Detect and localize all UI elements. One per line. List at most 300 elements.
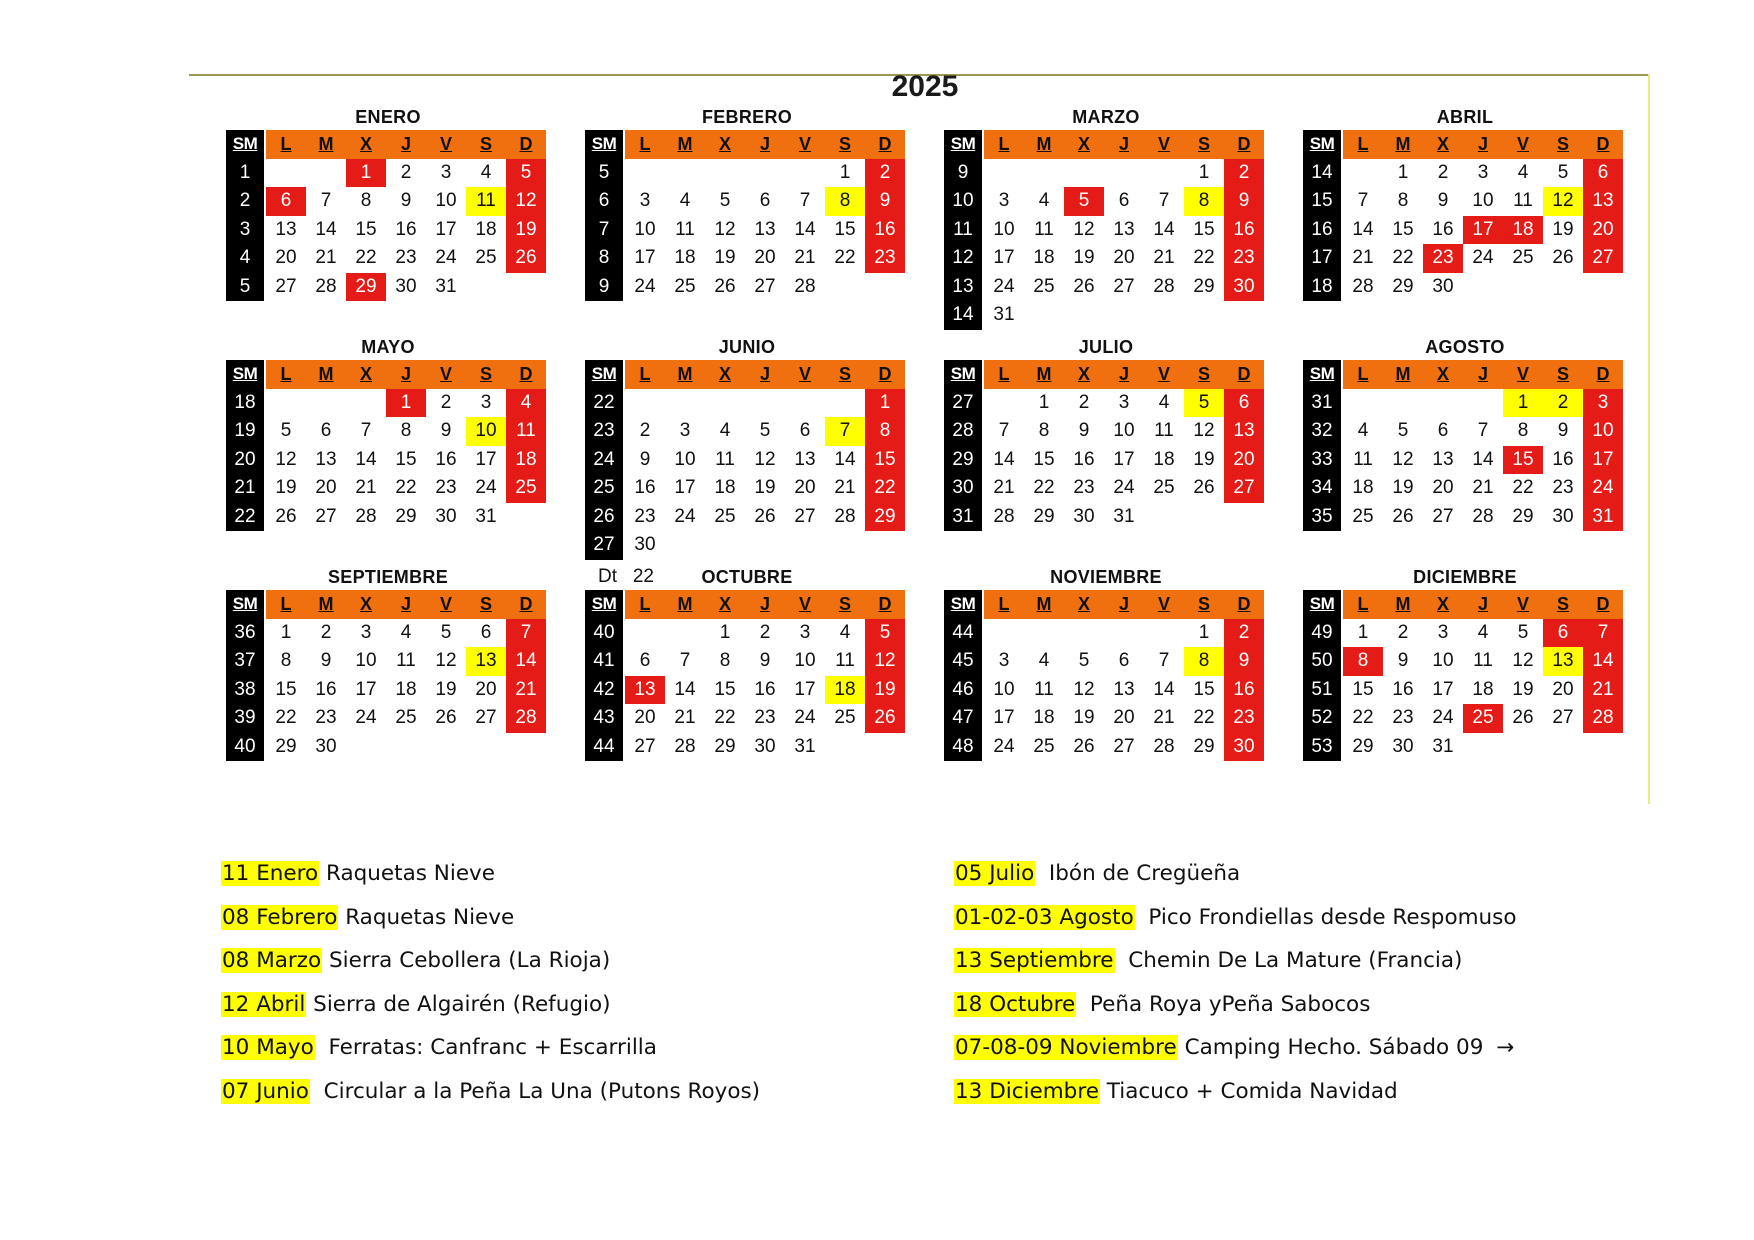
week-number: 27 [944,389,982,418]
weekday-header-cell: X [346,360,386,389]
day-cell: 31 [1583,503,1623,532]
week-row [226,733,550,762]
day-cell: 7 [825,417,865,446]
day-cell: 22 [1033,477,1055,498]
day-cell: 5 [1064,187,1104,216]
day-cell: 26 [1552,247,1574,268]
week-number: 41 [585,647,623,676]
day-cell: 19 [1073,707,1095,728]
event-item [221,896,760,940]
week-row [585,704,909,733]
weekday-header-cell: D [506,360,546,389]
week-number: 30 [944,474,982,503]
day-cell: 6 [480,621,492,643]
day-cell: 29 [1352,735,1374,757]
day-cell: 5 [1078,650,1090,671]
week-number: 40 [585,619,623,648]
day-cell: 5 [759,420,771,441]
weekday-header-cell: V [426,130,466,159]
day-cell [625,389,665,418]
day-cell [1184,301,1224,330]
weekday-header-cell: D [1224,590,1264,619]
weekday-header [226,590,550,619]
month-marzo [944,104,1268,330]
day-cell: 19 [1073,247,1095,268]
day-cell [1543,273,1583,302]
day-cell: 9 [865,187,905,216]
day-cell [785,389,825,418]
day-cell [705,389,745,418]
day-cell: 28 [1583,704,1623,733]
day-cell: 16 [1224,676,1264,705]
day-cell: 22 [395,477,417,498]
day-cell: 22 [865,474,905,503]
weekday-header-cell: S [1184,590,1224,619]
day-cell: 25 [1352,505,1374,527]
day-cell: 28 [834,505,856,527]
day-cell: 17 [435,218,457,240]
week-row [226,216,550,245]
week-row [585,733,909,762]
day-cell: 25 [1463,704,1503,733]
week-row [1303,647,1627,676]
event-description: Raquetas Nieve [338,904,515,930]
year-title: 2025 [891,70,959,103]
day-cell: 3 [1437,621,1449,643]
week-row [226,446,550,475]
day-cell: 1 [1397,161,1409,183]
arrow-right-icon: → [1496,1035,1515,1060]
week-number: 36 [226,619,264,648]
day-cell: 17 [674,477,696,498]
day-cell: 19 [865,676,905,705]
day-cell: 21 [1583,676,1623,705]
day-cell: 22 [1193,247,1215,268]
day-cell: 6 [320,420,332,441]
week-number: 13 [944,273,982,302]
event-date: 01-02-03 Agosto [955,904,1134,930]
day-cell: 21 [794,247,816,268]
day-cell: 5 [719,190,731,211]
weekday-header-cell: X [1423,130,1463,159]
day-cell: 14 [794,218,816,240]
week-number: 17 [1303,244,1341,273]
day-cell: 15 [865,446,905,475]
day-cell [1423,389,1463,418]
day-cell: 15 [1503,446,1543,475]
week-row [944,187,1268,216]
day-cell: 10 [1113,420,1135,441]
weekday-header-cell: M [1383,130,1423,159]
day-cell: 26 [714,275,736,297]
weekday-header-cell: S [1543,590,1583,619]
weekday-header-cell: D [1583,130,1623,159]
week-row [585,647,909,676]
day-cell: 21 [834,477,856,498]
weekday-header-cell: S [1543,130,1583,159]
day-cell: 6 [799,420,811,441]
day-cell: 14 [1153,678,1175,700]
day-cell [665,619,705,648]
day-cell: 4 [1517,161,1529,183]
weekday-header-cell: J [745,360,785,389]
day-cell: 18 [674,247,696,268]
day-cell: 28 [1352,275,1374,297]
day-cell: 15 [1193,218,1215,240]
day-cell [266,389,306,418]
week-number: 51 [1303,676,1341,705]
day-cell [386,733,426,762]
day-cell: 10 [1432,650,1454,671]
day-cell: 14 [674,678,696,700]
day-cell: 3 [1118,391,1130,413]
day-cell: 23 [1552,477,1574,498]
event-item [221,983,760,1027]
day-cell: 10 [634,218,656,240]
day-cell: 22 [714,707,736,728]
weekday-header-cell: J [1463,130,1503,159]
day-cell: 12 [754,448,776,470]
day-cell [984,619,1024,648]
month-title: NOVIEMBRE [1050,567,1162,587]
week-number: 47 [944,704,982,733]
day-cell: 2 [440,391,452,413]
week-row [1303,389,1627,418]
weekday-header [226,360,550,389]
event-item [954,896,1517,940]
weekday-header-cell: D [1583,360,1623,389]
day-cell: 17 [1113,448,1135,470]
day-cell: 20 [475,678,497,700]
day-cell: 9 [1397,650,1409,671]
day-cell: 19 [1512,678,1534,700]
day-cell [306,389,346,418]
day-cell [1064,619,1104,648]
week-number: 19 [226,417,264,446]
week-number-header: SM [226,590,264,619]
day-cell: 6 [266,187,306,216]
day-cell [1463,273,1503,302]
month-title: FEBRERO [701,107,793,127]
day-cell: 21 [1352,247,1374,268]
weekday-header-cell: L [266,360,306,389]
day-cell: 6 [639,650,651,671]
day-cell: 17 [993,247,1015,268]
weekday-header-cell: X [1423,590,1463,619]
day-cell: 26 [754,505,776,527]
week-row [1303,273,1627,302]
week-row [944,301,1268,330]
weekday-header-cell: V [426,360,466,389]
week-number-header: SM [226,130,264,159]
day-cell [1583,733,1623,762]
day-cell: 4 [1357,420,1369,441]
day-cell: 3 [679,420,691,441]
day-cell: 23 [1224,244,1264,273]
day-cell: 27 [1113,275,1135,297]
weekday-header-cell: S [825,130,865,159]
day-cell: 24 [993,735,1015,757]
day-cell: 12 [1073,678,1095,700]
day-cell: 8 [865,417,905,446]
day-cell [1144,619,1184,648]
day-cell: 1 [719,621,731,643]
event-item [954,852,1517,896]
day-cell: 9 [440,420,452,441]
day-cell: 8 [400,420,412,441]
day-cell: 26 [865,704,905,733]
day-cell: 28 [1153,275,1175,297]
weekday-header-cell: L [625,130,665,159]
day-cell: 17 [1463,216,1503,245]
day-cell: 25 [1033,275,1055,297]
day-cell: 29 [1193,275,1215,297]
day-cell [1064,159,1104,188]
week-number: 44 [944,619,982,648]
day-cell: 23 [1224,704,1264,733]
day-cell: 2 [1078,391,1090,413]
day-cell: 30 [1224,733,1264,762]
day-cell: 7 [506,619,546,648]
day-cell: 11 [715,448,735,470]
week-number: 3 [226,216,264,245]
day-cell: 7 [799,190,811,211]
month-title: SEPTIEMBRE [327,567,449,587]
day-cell: 20 [1224,446,1264,475]
day-cell: 4 [506,389,546,418]
week-number: 23 [585,417,623,446]
event-date: 13 Diciembre [955,1078,1099,1104]
month-noviembre [944,564,1268,761]
day-cell [825,389,865,418]
weekday-header-cell: D [1224,360,1264,389]
weekday-header-cell: L [1343,360,1383,389]
weekday-header-cell: M [1024,360,1064,389]
day-cell: 27 [1113,735,1135,757]
day-cell [1144,159,1184,188]
day-cell: 29 [275,735,297,757]
day-cell: 1 [1503,389,1543,418]
week-number-header: SM [944,130,982,159]
weekday-header-cell: L [984,130,1024,159]
day-cell: 26 [1193,477,1215,498]
day-cell: 6 [1118,190,1130,211]
weekday-header [1303,360,1627,389]
day-cell: 28 [794,275,816,297]
day-cell: 14 [315,218,337,240]
day-cell: 24 [475,477,497,498]
day-cell: 17 [634,247,656,268]
day-cell: 13 [794,448,816,470]
day-cell: 26 [506,244,546,273]
day-cell: 8 [1343,647,1383,676]
day-cell: 31 [1113,505,1135,527]
weekday-header-cell: L [984,590,1024,619]
day-cell: 22 [1512,477,1534,498]
day-cell: 12 [865,647,905,676]
day-cell: 4 [1038,650,1050,671]
day-cell: 11 [675,218,695,240]
month-septiembre [226,564,550,761]
weekday-header [944,590,1268,619]
day-cell: 14 [1352,218,1374,240]
event-date: 12 Abril [222,991,306,1017]
day-cell [1343,159,1383,188]
day-cell: 8 [719,650,731,671]
weekday-header-cell: X [1064,590,1104,619]
event-date: 11 Enero [222,861,319,886]
day-cell: 24 [1472,247,1494,268]
event-item [221,939,760,983]
day-cell: 18 [475,218,497,240]
weekday-header-cell: D [865,590,905,619]
day-cell: 9 [759,650,771,671]
month-title: AGOSTO [1425,337,1505,357]
event-date: 10 Mayo [222,1035,314,1060]
weekday-header-cell: J [1104,590,1144,619]
day-cell: 29 [865,503,905,532]
weekday-header-cell: L [266,130,306,159]
weekday-header [585,130,909,159]
week-number: 27 [585,531,623,560]
week-row [944,244,1268,273]
week-row [1303,216,1627,245]
week-number: 29 [944,446,982,475]
day-cell: 15 [275,678,297,700]
week-number: 12 [944,244,982,273]
weekday-header-cell: D [1224,130,1264,159]
day-cell: 9 [400,190,412,211]
day-cell: 30 [634,534,656,555]
day-cell [665,159,705,188]
day-cell: 22 [834,247,856,268]
weekday-header-cell: J [386,130,426,159]
day-cell: 10 [435,190,457,211]
right-border-line [1648,74,1650,804]
weekday-header-cell: L [625,590,665,619]
weekday-header-cell: M [1024,590,1064,619]
day-cell [466,273,506,302]
day-cell [1184,503,1224,532]
week-row [585,474,909,503]
day-cell: 13 [315,448,337,470]
day-cell: 19 [714,247,736,268]
week-row [1303,503,1627,532]
week-number: 48 [944,733,982,762]
week-number: 5 [226,273,264,302]
day-cell: 30 [754,735,776,757]
month-title: MARZO [1072,107,1140,127]
day-cell: 14 [1472,448,1494,470]
day-cell: 11 [466,187,506,216]
day-cell [346,389,386,418]
day-cell [1543,733,1583,762]
day-cell: 31 [435,275,457,297]
week-row [226,503,550,532]
week-number: 22 [585,389,623,418]
day-cell: 12 [714,218,736,240]
month-title: JUNIO [718,337,776,357]
week-number: 24 [585,446,623,475]
day-cell [665,389,705,418]
day-cell: 14 [1153,218,1175,240]
day-cell: 6 [1118,650,1130,671]
day-cell: 11 [1513,190,1533,211]
day-cell: 13 [1113,218,1135,240]
day-cell [745,159,785,188]
week-row [585,417,909,446]
day-cell [1064,301,1104,330]
day-cell: 27 [1432,505,1454,527]
weekday-header-cell: D [1583,590,1623,619]
week-number: 10 [944,187,982,216]
day-cell [1503,733,1543,762]
day-cell: 3 [799,621,811,643]
day-cell: 25 [475,247,497,268]
day-cell: 27 [315,505,337,527]
day-cell: 20 [1113,707,1135,728]
day-cell: 30 [1432,275,1454,297]
day-cell: 24 [794,707,816,728]
day-cell: 30 [1552,505,1574,527]
day-cell: 31 [475,505,497,527]
day-cell: 11 [1034,218,1054,240]
weekday-header [944,360,1268,389]
day-cell: 4 [400,621,412,643]
day-cell: 15 [355,218,377,240]
day-cell: 23 [1073,477,1095,498]
day-cell: 16 [754,678,776,700]
week-number: 34 [1303,474,1341,503]
week-number: 14 [944,301,982,330]
day-cell [825,273,865,302]
weekday-header [1303,130,1627,159]
weekday-header-cell: M [665,130,705,159]
day-cell: 3 [998,650,1010,671]
weekday-header-cell: S [466,590,506,619]
day-cell: 7 [320,190,332,211]
day-cell: 30 [395,275,417,297]
week-row [226,676,550,705]
week-number: 44 [585,733,623,762]
event-description: Peña Roya yPeña Sabocos [1076,991,1371,1017]
weekday-header-cell: S [466,130,506,159]
day-cell: 24 [674,505,696,527]
day-cell: 31 [794,735,816,757]
weekday-header-cell: M [306,590,346,619]
day-cell: 23 [634,505,656,527]
day-cell: 24 [634,275,656,297]
day-cell: 10 [794,650,816,671]
day-cell: 2 [1437,161,1449,183]
day-cell: 27 [754,275,776,297]
week-number: 18 [226,389,264,418]
month-febrero [585,104,909,301]
week-row [226,187,550,216]
weekday-header-cell: J [745,590,785,619]
day-cell: 9 [320,650,332,671]
event-description: Raquetas Nieve [319,861,496,886]
event-description: Tiacuco + Comida Navidad [1099,1078,1398,1104]
week-number: 25 [585,474,623,503]
day-cell: 6 [1224,389,1264,418]
week-row [226,273,550,302]
week-number: 9 [944,159,982,188]
weekday-header-cell: D [506,590,546,619]
week-number-header: SM [1303,590,1341,619]
day-cell: 24 [355,707,377,728]
day-cell: 30 [1392,735,1414,757]
